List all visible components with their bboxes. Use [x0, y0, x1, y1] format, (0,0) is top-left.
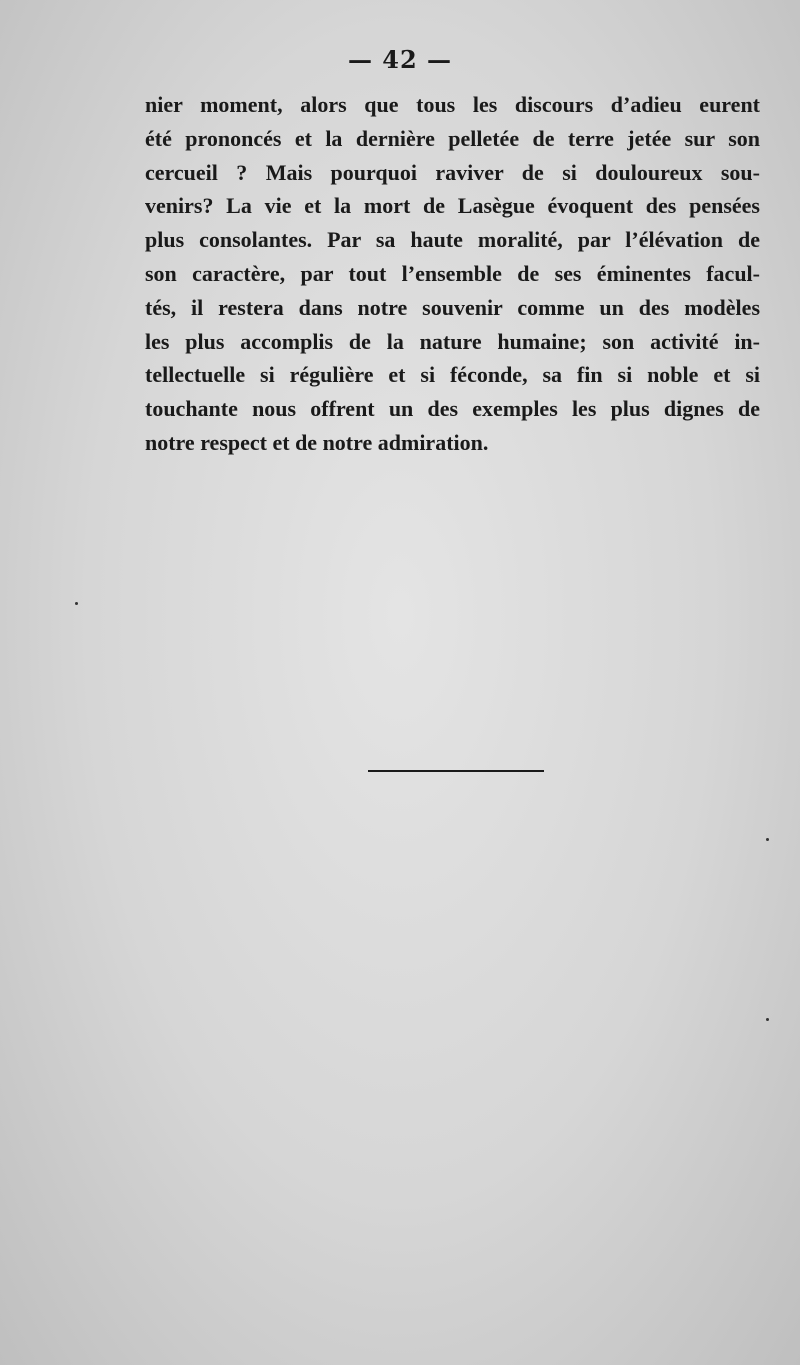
section-divider-rule [368, 770, 544, 772]
text-line: tés, il restera dans notre souvenir comme un des modèles [145, 294, 760, 320]
text-line: tellectuelle si régulière et si féconde, sa fin si noble et si [145, 362, 760, 388]
page-number: — 42 — [347, 45, 453, 74]
ink-speck [75, 602, 78, 605]
ink-speck [766, 1018, 769, 1021]
text-line: cercueil ? Mais pourquoi raviver de si douloureux sou- [145, 159, 760, 185]
text-line: notre respect et de notre admiration. [145, 429, 489, 455]
text-line: touchante nous offrent un des exemples les plus dignes de [145, 396, 760, 422]
body-paragraph [145, 88, 760, 460]
text-line: nier moment, alors que tous les discours d’adieu eurent [145, 92, 760, 117]
text-line: plus consolantes. Par sa haute moralité, par l’élévation de [145, 227, 760, 253]
text-line: les plus accomplis de la nature humaine; son activité in- [145, 328, 760, 354]
text-line: été prononcés et la dernière pelletée de terre jetée sur son [145, 125, 760, 151]
text-line: venirs? La vie et la mort de Lasègue évoquent des pensées [145, 193, 760, 219]
ink-speck [766, 838, 769, 841]
text-line: son caractère, par tout l’ensemble de ses éminentes facul- [145, 260, 760, 286]
